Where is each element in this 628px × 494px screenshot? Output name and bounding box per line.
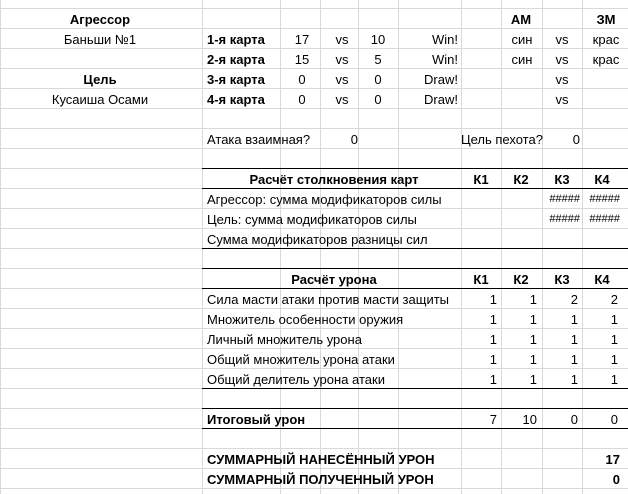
clash-cell-k1[interactable] [461, 210, 497, 229]
card-am[interactable]: син [511, 32, 533, 47]
damage-cell-k4[interactable]: 2 [610, 292, 618, 307]
card-aggressor-value[interactable]: 0 [298, 92, 306, 107]
clash-cell-k3[interactable]: ##### [549, 213, 580, 225]
total-damage-k1[interactable]: 7 [489, 412, 497, 427]
target-name[interactable]: Кусаиша Осами [51, 92, 149, 107]
card-result[interactable]: Win! [432, 32, 458, 47]
infantry-value[interactable]: 0 [572, 132, 580, 147]
clash-cell-k3[interactable] [542, 230, 580, 249]
damage-row-label[interactable]: Личный множитель урона [207, 332, 362, 347]
damage-cell-k1[interactable]: 1 [489, 332, 497, 347]
card-zm[interactable]: крас [592, 32, 620, 47]
damage-cell-k3[interactable]: 1 [570, 312, 578, 327]
card-target-value[interactable]: 0 [374, 92, 382, 107]
damage-row-label[interactable]: Общий множитель урона атаки [207, 352, 395, 367]
card-zm[interactable]: крас [592, 52, 620, 67]
damage-cell-k3[interactable]: 1 [570, 332, 578, 347]
card-result[interactable]: Draw! [424, 72, 458, 87]
clash-cell-k3[interactable]: ##### [549, 193, 580, 205]
clash-cell-k2[interactable] [501, 190, 537, 209]
clash-header-k3[interactable]: К3 [554, 172, 570, 187]
damage-cell-k1[interactable]: 1 [489, 372, 497, 387]
section-border [202, 408, 628, 409]
card-zm[interactable] [584, 70, 628, 89]
damage-cell-k2[interactable]: 1 [529, 332, 537, 347]
card-am[interactable] [502, 90, 542, 109]
card-vs-color: vs [555, 52, 569, 67]
section-border [202, 268, 628, 269]
summary-dealt-value[interactable]: 17 [605, 452, 620, 467]
damage-row-label[interactable]: Сила масти атаки против масти защиты [207, 292, 450, 307]
damage-header-k3[interactable]: К3 [554, 272, 570, 287]
damage-row-label[interactable]: Множитель особенности оружия [207, 312, 404, 327]
card-target-value[interactable]: 10 [370, 32, 386, 47]
summary-dealt-label[interactable]: СУММАРНЫЙ НАНЕСЁННЫЙ УРОН [207, 452, 435, 467]
infantry-label[interactable]: Цель пехота? [461, 132, 543, 147]
card-target-value[interactable]: 5 [374, 52, 382, 67]
card-am[interactable]: син [511, 52, 533, 67]
damage-cell-k2[interactable]: 1 [529, 312, 537, 327]
damage-cell-k3[interactable]: 2 [570, 292, 578, 307]
card-aggressor-value[interactable]: 0 [298, 72, 306, 87]
card-aggressor-value[interactable]: 17 [294, 32, 310, 47]
card-vs: vs [335, 32, 349, 47]
aggressor-name[interactable]: Баньши №1 [63, 32, 137, 47]
damage-cell-k3[interactable]: 1 [570, 352, 578, 367]
card-label[interactable]: 1-я карта [207, 32, 265, 47]
clash-header-k4[interactable]: К4 [594, 172, 610, 187]
clash-row-label[interactable]: Цель: сумма модификаторов силы [207, 212, 417, 227]
damage-cell-k4[interactable]: 1 [610, 352, 618, 367]
card-vs: vs [335, 52, 349, 67]
clash-title[interactable]: Расчёт столкновения карт [249, 172, 419, 187]
total-damage-label[interactable]: Итоговый урон [207, 412, 306, 427]
summary-received-value[interactable]: 0 [612, 472, 620, 487]
damage-cell-k1[interactable]: 1 [489, 352, 497, 367]
damage-header-k2[interactable]: К2 [513, 272, 529, 287]
damage-cell-k1[interactable]: 1 [489, 312, 497, 327]
grid-col-line [202, 0, 203, 494]
clash-cell-k4[interactable] [582, 230, 620, 249]
damage-cell-k4[interactable]: 1 [610, 312, 618, 327]
grid-row-line [0, 8, 628, 9]
grid-row-line [0, 128, 628, 129]
card-result[interactable]: Draw! [424, 92, 458, 107]
damage-cell-k1[interactable]: 1 [489, 292, 497, 307]
damage-title[interactable]: Расчёт урона [291, 272, 377, 287]
clash-cell-k4[interactable]: ##### [589, 193, 620, 205]
total-damage-k3[interactable]: 0 [570, 412, 578, 427]
card-label[interactable]: 4-я карта [207, 92, 265, 107]
aggressor-label[interactable]: Агрессор [69, 12, 131, 27]
card-result[interactable]: Win! [432, 52, 458, 67]
damage-cell-k2[interactable]: 1 [529, 372, 537, 387]
target-label[interactable]: Цель [83, 72, 117, 87]
grid-row-line [0, 448, 628, 449]
card-aggressor-value[interactable]: 15 [294, 52, 310, 67]
card-vs: vs [335, 72, 349, 87]
card-vs-color: vs [555, 92, 569, 107]
clash-cell-k2[interactable] [501, 230, 537, 249]
clash-row-label[interactable]: Сумма модификаторов разницы сил [207, 232, 428, 247]
damage-cell-k2[interactable]: 1 [529, 352, 537, 367]
clash-cell-k1[interactable] [461, 230, 497, 249]
clash-cell-k4[interactable]: ##### [589, 213, 620, 225]
card-target-value[interactable]: 0 [374, 72, 382, 87]
card-zm[interactable] [584, 90, 628, 109]
damage-cell-k2[interactable]: 1 [529, 292, 537, 307]
card-am[interactable] [502, 70, 542, 89]
total-damage-k2[interactable]: 10 [522, 412, 537, 427]
card-label[interactable]: 3-я карта [207, 72, 265, 87]
card-label[interactable]: 2-я карта [207, 52, 265, 67]
am-header[interactable]: АМ [510, 12, 532, 27]
damage-cell-k4[interactable]: 1 [610, 372, 618, 387]
section-border [202, 168, 628, 169]
total-damage-k4[interactable]: 0 [610, 412, 618, 427]
damage-cell-k4[interactable]: 1 [610, 332, 618, 347]
clash-header-k2[interactable]: К2 [513, 172, 529, 187]
zm-header[interactable]: ЗМ [596, 12, 616, 27]
clash-row-label[interactable]: Агрессор: сумма модификаторов силы [207, 192, 442, 207]
card-vs: vs [335, 92, 349, 107]
clash-cell-k2[interactable] [501, 210, 537, 229]
damage-cell-k3[interactable]: 1 [570, 372, 578, 387]
damage-header-k1[interactable]: К1 [473, 272, 489, 287]
summary-received-label[interactable]: СУММАРНЫЙ ПОЛУЧЕННЫЙ УРОН [207, 472, 434, 487]
mutual-attack-value[interactable]: 0 [350, 132, 358, 147]
clash-header-k1[interactable]: К1 [473, 172, 489, 187]
damage-row-label[interactable]: Общий делитель урона атаки [207, 372, 385, 387]
card-vs-color: vs [555, 32, 569, 47]
mutual-attack-label[interactable]: Атака взаимная? [207, 132, 311, 147]
clash-cell-k1[interactable] [461, 190, 497, 209]
card-vs-color: vs [555, 72, 569, 87]
damage-header-k4[interactable]: К4 [594, 272, 610, 287]
